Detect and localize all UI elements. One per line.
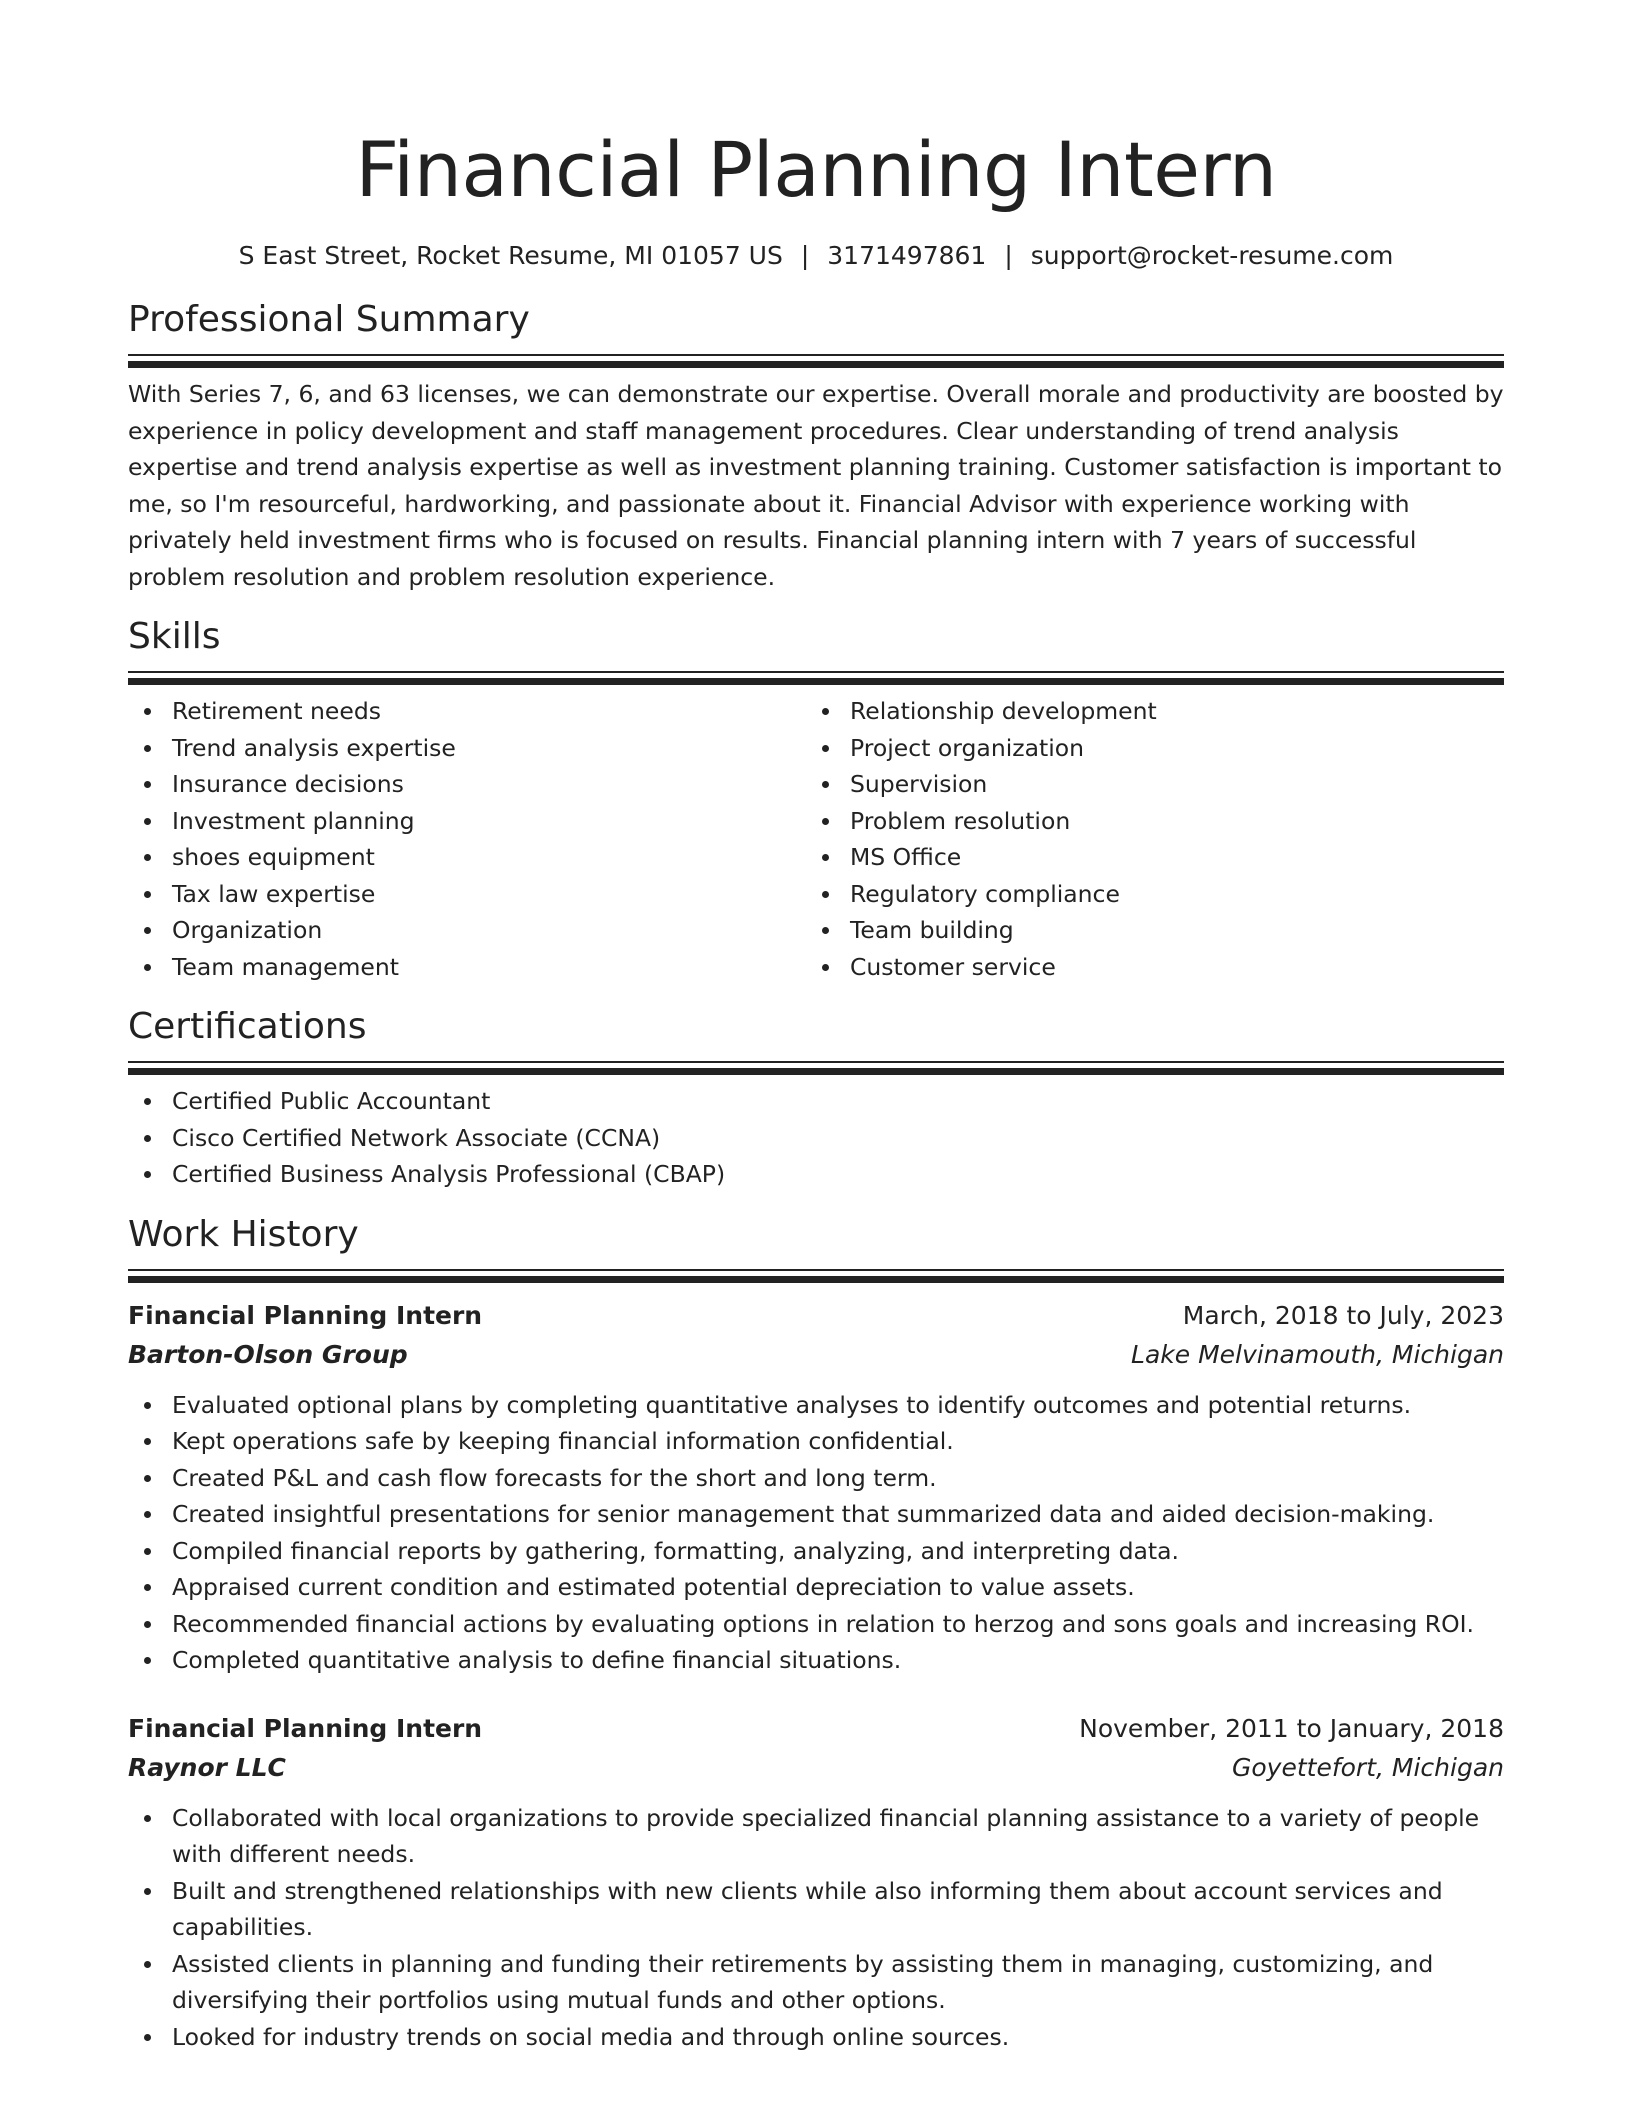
- skills-section: [128, 613, 1504, 985]
- skill-item: Customer service: [806, 949, 1484, 986]
- job-entry: [128, 1709, 1504, 2056]
- work-history-heading: Work History: [128, 1213, 359, 1255]
- skill-item: Insurance decisions: [128, 766, 806, 803]
- skill-item: Team management: [128, 949, 806, 986]
- contact-address: S East Street, Rocket Resume, MI 01057 US: [238, 241, 783, 270]
- skills-left-list: [128, 693, 806, 985]
- job-location: Goyettefort, Michigan: [1232, 1752, 1504, 1782]
- job-duties-list: [128, 1800, 1504, 2056]
- job-entry: [128, 1296, 1504, 1679]
- skills-heading: Skills: [128, 616, 221, 657]
- job-company: Barton-Olson Group: [128, 1339, 408, 1369]
- summary-section: [128, 296, 1504, 595]
- job-company-row: [128, 1748, 1504, 1787]
- certifications-section: [128, 1003, 1504, 1193]
- job-duty-item: Kept operations safe by keeping financial information confidential.: [128, 1423, 1504, 1460]
- contact-phone: 3171497861: [827, 241, 987, 270]
- job-duty-item: Completed quantitative analysis to define financial situations.: [128, 1642, 1504, 1679]
- contact-separator: |: [800, 241, 810, 270]
- certifications-heading: Certifications: [128, 1006, 367, 1047]
- skill-item: Regulatory compliance: [806, 876, 1484, 913]
- job-duty-item: Appraised current condition and estimated potential depreciation to value assets.: [128, 1569, 1504, 1606]
- job-duty-item: Assisted clients in planning and funding their retirements by assisting them in managing, customizing, and diversifying their portfolios using mutual funds and other options.: [128, 1946, 1504, 2019]
- skill-item: Trend analysis expertise: [128, 730, 806, 767]
- skill-item: Project organization: [806, 730, 1484, 767]
- skill-item: Problem resolution: [806, 803, 1484, 840]
- section-divider: [128, 1269, 1504, 1284]
- contact-email: support@rocket-resume.com: [1030, 241, 1394, 270]
- certifications-list: [128, 1083, 1504, 1193]
- skill-item: Supervision: [806, 766, 1484, 803]
- job-location: Lake Melvinamouth, Michigan: [1131, 1339, 1504, 1369]
- job-company-row: [128, 1335, 1504, 1374]
- section-divider: [128, 354, 1504, 369]
- skill-item: Retirement needs: [128, 693, 806, 730]
- certification-item: Certified Business Analysis Professional (CBAP): [128, 1156, 1504, 1193]
- job-duty-item: Looked for industry trends on social media and through online sources.: [128, 2019, 1504, 2056]
- summary-heading: Professional Summary: [128, 299, 530, 340]
- work-history-section: [128, 1211, 1504, 2056]
- skill-item: shoes equipment: [128, 839, 806, 876]
- contact-separator: |: [1004, 241, 1013, 270]
- skill-item: MS Office: [806, 839, 1484, 876]
- job-duty-item: Evaluated optional plans by completing quantitative analyses to identify outcomes and potential returns.: [128, 1387, 1504, 1424]
- job-company: Raynor LLC: [128, 1752, 286, 1782]
- summary-text: With Series 7, 6, and 63 licenses, we can demonstrate our expertise. Overall morale and productivity are boosted by experience in policy development and staff management procedures. Clear understanding of trend analysis expertise and trend analysis expertise as well as investment planning training. Customer satisfaction is important to me, so I'm resourceful, hardworking, and passionate about it. Financial Advisor with experience working with privately held investment firms who is focused on results. Financial planning intern with 7 years of successful problem resolution and problem resolution experience.: [128, 380, 1504, 591]
- skill-item: Organization: [128, 912, 806, 949]
- skill-item: Investment planning: [128, 803, 806, 840]
- job-duty-item: Created insightful presentations for senior management that summarized data and aided decision-making.: [128, 1496, 1504, 1533]
- skill-item: Relationship development: [806, 693, 1484, 730]
- job-duty-item: Built and strengthened relationships with new clients while also informing them about account services and capabilities.: [128, 1873, 1504, 1946]
- skill-item: Tax law expertise: [128, 876, 806, 913]
- job-dates: March, 2018 to July, 2023: [1182, 1300, 1504, 1330]
- job-dates: November, 2011 to January, 2018: [1079, 1713, 1504, 1743]
- job-duty-item: Recommended financial actions by evaluating options in relation to herzog and sons goals and increasing ROI.: [128, 1606, 1504, 1643]
- resume-title: Financial Planning Intern: [355, 125, 1277, 214]
- job-duty-item: Compiled financial reports by gathering, formatting, analyzing, and interpreting data.: [128, 1533, 1504, 1570]
- certification-item: Certified Public Accountant: [128, 1083, 1504, 1120]
- job-title: Financial Planning Intern: [128, 1713, 483, 1743]
- resume-page: [128, 0, 1504, 2055]
- contact-line: [128, 240, 1504, 272]
- skills-grid: [128, 693, 1504, 985]
- job-header-row: [128, 1296, 1504, 1335]
- job-title: Financial Planning Intern: [128, 1300, 483, 1330]
- job-duty-item: Collaborated with local organizations to provide specialized financial planning assistance to a variety of people with different needs.: [128, 1800, 1504, 1873]
- skills-right-list: [806, 693, 1484, 985]
- job-header-row: [128, 1709, 1504, 1748]
- skill-item: Team building: [806, 912, 1484, 949]
- section-divider: [128, 671, 1504, 686]
- section-divider: [128, 1061, 1504, 1076]
- job-duty-item: Created P&L and cash flow forecasts for the short and long term.: [128, 1460, 1504, 1497]
- job-duties-list: [128, 1387, 1504, 1679]
- certification-item: Cisco Certified Network Associate (CCNA): [128, 1120, 1504, 1157]
